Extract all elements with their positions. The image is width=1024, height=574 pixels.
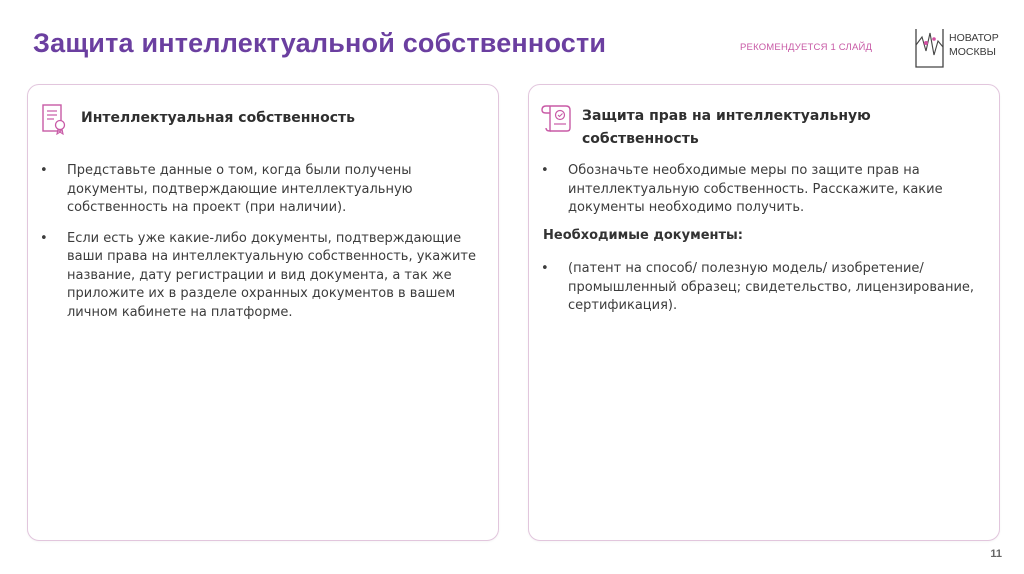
intellectual-property-card (27, 84, 499, 541)
logo-line-2: МОСКВЫ (949, 46, 996, 58)
list-item (40, 230, 485, 323)
scroll-document-icon (541, 103, 575, 137)
logo (913, 25, 1008, 71)
card-title: Интеллектуальная собственность (81, 110, 355, 126)
novator-logo-icon (913, 25, 947, 71)
logo-line-1: НОВАТОР (949, 32, 999, 44)
list-item-text: (патент на способ/ полезную модель/ изобретение/ промышленный образец; свидетельство, лицензирование, сертификация). (568, 261, 975, 313)
list-item-text: Если есть уже какие-либо документы, подтверждающие ваши права на интеллектуальную собственность, укажите название, дату регистрации и вид документа, а так же приложите их в разделе охранных документов в вашем личном кабинете на платформе. (67, 230, 476, 320)
list-item (40, 162, 485, 218)
bullet: • (541, 163, 549, 178)
bullet: • (40, 230, 48, 246)
bullet-list (40, 162, 485, 334)
list-item (541, 162, 986, 218)
recommendation-label: РЕКОМЕНДУЕТСЯ 1 СЛАЙД (740, 42, 873, 53)
bullet: • (541, 261, 549, 276)
rights-protection-card (528, 84, 1000, 541)
list-item-text: Обозначьте необходимые меры по защите прав на интеллектуальную собственность. Расскажите, какие документы необходимо получить. (568, 163, 943, 215)
documents-list (541, 260, 986, 328)
page-title: Защита интеллектуальной собственности (33, 28, 607, 58)
bullet-list (541, 162, 986, 230)
list-item (541, 260, 986, 316)
list-item-text: Представьте данные о том, когда были получены документы, подтверждающие интеллектуальную собственность на проект (при наличии). (67, 163, 413, 215)
page-number: 11 (990, 548, 1002, 560)
bullet: • (40, 163, 48, 178)
card-title: Защита прав на интеллектуальную собственность (582, 108, 871, 147)
documents-subheading: Необходимые документы: (543, 228, 743, 243)
logo-text (949, 31, 999, 59)
certificate-icon (40, 103, 68, 139)
